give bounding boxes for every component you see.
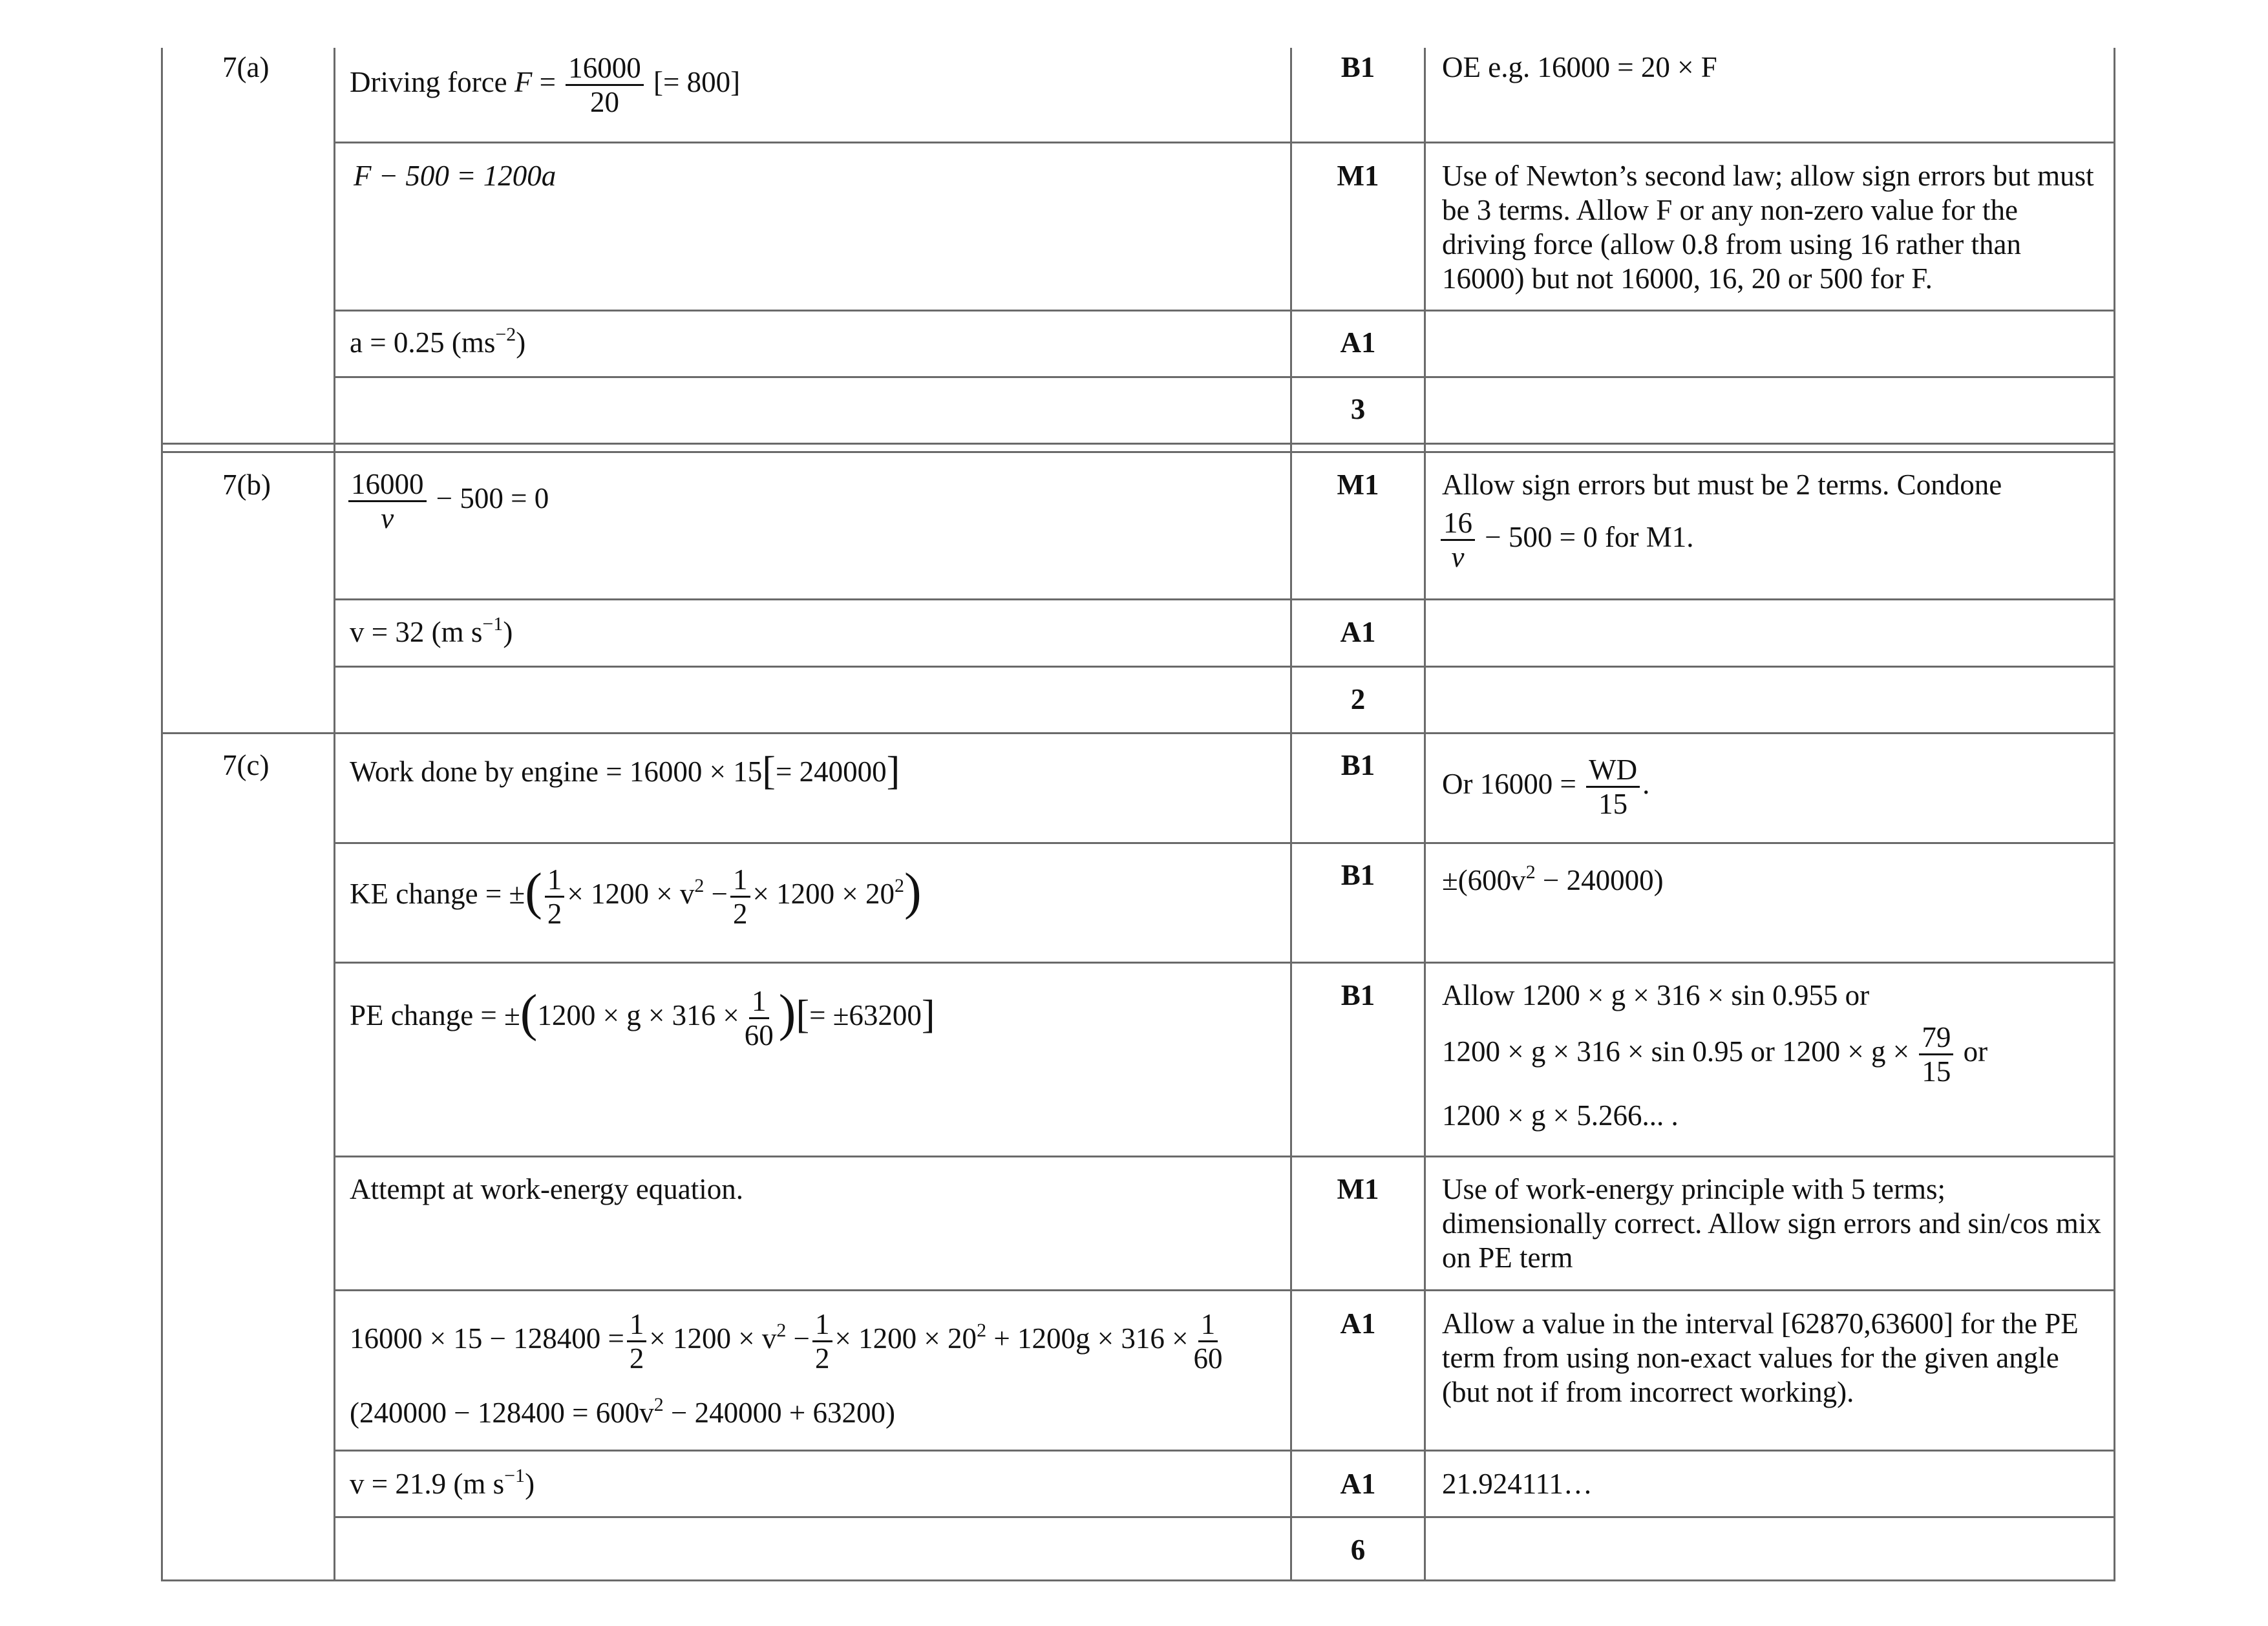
superscript: 2 <box>895 874 905 896</box>
row-divider <box>334 1156 2115 1157</box>
fraction-denominator: 20 <box>590 86 620 118</box>
answer-end: ) <box>525 1468 535 1500</box>
term: × 1200 × v <box>649 1322 777 1355</box>
guidance-text: OE e.g. 16000 = 20 × F <box>1442 51 1717 83</box>
paren: ( <box>525 863 542 920</box>
superscript: 2 <box>694 874 705 896</box>
fraction-numerator: 79 <box>1919 1021 1953 1055</box>
fraction-numerator: 16000 <box>566 52 644 86</box>
superscript: 2 <box>977 1319 987 1341</box>
row-divider <box>334 842 2115 844</box>
guidance-suffix: − 500 = 0 for M1. <box>1485 520 1694 553</box>
paren: ) <box>904 863 922 920</box>
row-divider <box>334 142 2115 143</box>
column-divider-answer <box>1290 48 1292 1581</box>
guidance-text <box>1442 1021 1987 1088</box>
guidance-text: Allow 1200 × g × 316 × sin 0.955 or <box>1442 979 1870 1011</box>
fraction-denominator: 15 <box>1598 788 1628 820</box>
row-divider <box>334 962 2115 964</box>
fraction-numerator: 1 <box>730 863 750 898</box>
fraction <box>566 52 644 118</box>
superscript: −2 <box>495 324 516 345</box>
row-divider <box>334 376 2115 378</box>
guidance-text <box>1438 507 1694 573</box>
row-divider <box>334 598 2115 600</box>
answer-suffix: − 500 = 0 <box>436 481 549 514</box>
row-divider <box>334 1450 2115 1452</box>
row-divider <box>334 666 2115 668</box>
superscript: −1 <box>504 1465 525 1486</box>
answer-text: a = 0.25 (ms <box>350 326 496 359</box>
paren: ) <box>778 984 796 1042</box>
answer-7c-row5-line1 <box>350 1308 1227 1375</box>
section-divider <box>161 443 2115 445</box>
fraction-numerator: 16 <box>1441 507 1475 541</box>
bracket: ] <box>886 749 900 793</box>
row-divider <box>334 310 2115 311</box>
fraction <box>545 863 565 930</box>
answer-equals: = <box>539 65 556 98</box>
operator: − <box>793 1322 811 1355</box>
table-border-bottom <box>161 1579 2115 1581</box>
guidance-text-part: 1200 × g × 316 × sin 0.95 or 1200 × g × <box>1442 1035 1910 1068</box>
answer-7c-row3 <box>350 985 935 1051</box>
fraction-denominator: 2 <box>733 898 748 930</box>
answer-7c-row4: Attempt at work-energy equation. <box>350 1173 743 1205</box>
answer-end: ) <box>516 326 526 359</box>
guidance-text: Use of work-energy principle with 5 terms; dimensionally correct. Allow sign errors and sin/cos mix on PE term <box>1442 1173 2101 1274</box>
guidance-text: Use of Newton’s second law; allow sign errors but must be 3 terms. Allow F or any non-zero value for the driving force (allow 0.8 from using 16 rather than 16000) but not 16000, 16, 20 or 500 for F. <box>1442 160 2094 295</box>
answer-text: v = 21.9 (m s <box>350 1468 505 1500</box>
paren: ( <box>520 984 538 1042</box>
fraction-denominator: v <box>1451 541 1465 573</box>
superscript: −1 <box>482 613 503 635</box>
row-divider <box>334 1289 2115 1291</box>
superscript: 2 <box>776 1319 787 1341</box>
mark-code: M1 <box>1337 160 1379 192</box>
fraction <box>812 1308 832 1375</box>
guidance-prefix: Or 16000 = <box>1442 767 1576 800</box>
fraction-denominator: 15 <box>1922 1055 1951 1088</box>
section-divider <box>161 732 2115 734</box>
guidance-text: Allow a value in the interval [62870,63600] for the PE term from using non-exact values for the given angle (but not if from incorrect working). <box>1442 1307 2079 1408</box>
fraction-numerator: 1 <box>749 985 769 1019</box>
fraction-denominator: 60 <box>1193 1342 1223 1375</box>
part-label-7a: 7(a) <box>222 51 270 83</box>
answer-text: Work done by engine = 16000 × 15 <box>350 755 763 788</box>
guidance-text: 21.924111… <box>1442 1468 1593 1500</box>
answer-bracket-value: = ±63200 <box>809 998 922 1031</box>
fraction <box>742 985 776 1051</box>
answer-7b-row1 <box>346 468 549 534</box>
column-divider-part <box>334 48 335 1581</box>
superscript: 2 <box>653 1394 664 1415</box>
bracket: [ <box>796 992 810 1037</box>
mark-code: A1 <box>1340 1468 1376 1500</box>
fraction-numerator: WD <box>1586 754 1640 788</box>
answer-variable: F <box>514 65 533 98</box>
answer-7a-row3 <box>350 326 525 360</box>
fraction-denominator: 60 <box>744 1019 774 1051</box>
fraction-denominator: 2 <box>815 1342 830 1375</box>
fraction-numerator: 1 <box>812 1308 832 1342</box>
table-border-right <box>2114 48 2115 1581</box>
fraction <box>1191 1308 1225 1375</box>
column-divider-mark <box>1424 48 1426 1581</box>
fraction <box>627 1308 647 1375</box>
guidance-text <box>1442 754 1649 820</box>
part-label-7b: 7(b) <box>222 469 271 501</box>
fraction <box>1919 1021 1953 1088</box>
mark-total: 2 <box>1350 683 1366 715</box>
mark-code: A1 <box>1340 616 1376 648</box>
guidance-suffix: . <box>1642 767 1650 800</box>
mark-code: B1 <box>1341 859 1375 891</box>
term: 1200 × g × 316 × <box>537 998 739 1031</box>
answer-7c-row5-line2 <box>350 1396 895 1430</box>
fraction-denominator: v <box>381 502 394 534</box>
guidance-text: Allow sign errors but must be 2 terms. Condone <box>1442 469 2002 501</box>
term: × 1200 × 20 <box>834 1322 977 1355</box>
answer-7a-row1 <box>350 52 740 118</box>
guidance-text-part: or <box>1963 1035 1988 1068</box>
mark-code: M1 <box>1337 1173 1379 1205</box>
guidance-end: − 240000) <box>1535 864 1664 896</box>
answer-text: KE change = ± <box>350 877 525 910</box>
guidance-text-part: ±(600v <box>1442 864 1526 896</box>
answer-7c-row2 <box>350 863 922 930</box>
mark-scheme-table <box>161 48 2115 1581</box>
fraction-numerator: 1 <box>627 1308 647 1342</box>
row-divider <box>334 1516 2115 1518</box>
mark-total: 6 <box>1350 1534 1366 1566</box>
fraction-numerator: 1 <box>1198 1308 1218 1342</box>
answer-text: PE change = ± <box>350 998 520 1031</box>
answer-7c-row1 <box>350 749 900 793</box>
table-border-left <box>161 48 163 1581</box>
guidance-text <box>1442 863 1664 898</box>
answer-end: − 240000 + 63200) <box>663 1397 895 1429</box>
guidance-text: 1200 × g × 5.266... . <box>1442 1099 1679 1132</box>
fraction-denominator: 2 <box>547 898 562 930</box>
section-divider <box>161 451 2115 453</box>
answer-text: v = 32 (m s <box>350 616 483 648</box>
mark-code: B1 <box>1341 749 1375 781</box>
answer-7c-row6 <box>350 1467 535 1501</box>
fraction <box>730 863 750 930</box>
answer-text: 16000 × 15 − 128400 = <box>350 1322 624 1355</box>
part-label-7c: 7(c) <box>222 749 270 781</box>
answer-text: Driving force <box>350 65 507 98</box>
answer-bracket-value: = 240000 <box>775 755 887 788</box>
answer-suffix: [= 800] <box>653 65 741 98</box>
term: × 1200 × v <box>567 877 695 910</box>
answer-7a-row2: F − 500 = 1200a <box>354 160 556 192</box>
answer-end: ) <box>503 616 513 648</box>
fraction-numerator: 1 <box>545 863 565 898</box>
mark-code: B1 <box>1341 979 1375 1011</box>
mark-code: B1 <box>1341 51 1375 83</box>
bracket: [ <box>762 749 776 793</box>
answer-text: (240000 − 128400 = 600v <box>350 1397 654 1429</box>
fraction-numerator: 16000 <box>348 468 427 502</box>
fraction <box>348 468 427 534</box>
mark-code: A1 <box>1340 1307 1376 1340</box>
mark-total: 3 <box>1350 393 1366 425</box>
term: × 1200 × 20 <box>752 877 895 910</box>
term: + 1200g × 316 × <box>993 1322 1189 1355</box>
mark-code: A1 <box>1340 326 1376 359</box>
operator: − <box>711 877 728 910</box>
mark-code: M1 <box>1337 469 1379 501</box>
answer-7b-row2 <box>350 615 513 649</box>
fraction-denominator: 2 <box>629 1342 644 1375</box>
superscript: 2 <box>1525 861 1536 883</box>
bracket: ] <box>921 992 935 1037</box>
fraction <box>1586 754 1640 820</box>
fraction <box>1441 507 1475 573</box>
